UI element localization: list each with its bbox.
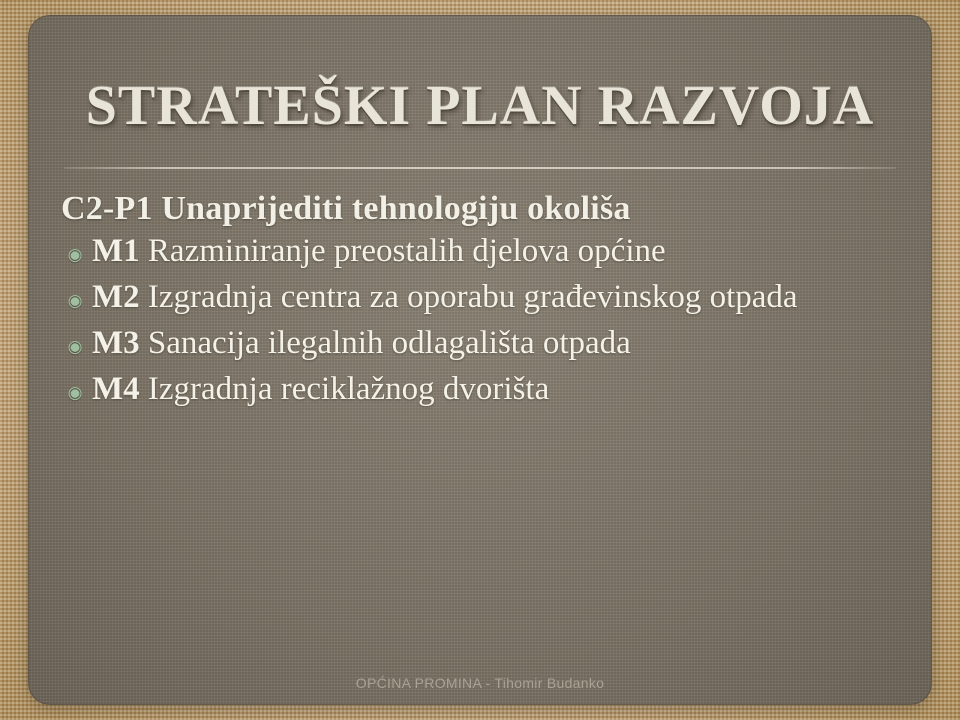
measures-list [58, 230, 908, 412]
list-item [58, 230, 908, 274]
slide-content-panel [28, 15, 932, 705]
measure-description: Izgradnja centra za oporabu građevinskog otpada [139, 278, 798, 315]
list-item-text [92, 368, 908, 412]
measure-code: M1 [92, 233, 140, 269]
list-item-text [92, 230, 908, 274]
bullet-icon: ◉ [67, 382, 83, 402]
bullet-icon: ◉ [67, 245, 83, 264]
measure-code: M4 [92, 370, 140, 407]
list-item [58, 368, 908, 412]
measure-description: Sanacija ilegalnih odlagališta otpada [139, 324, 631, 361]
section-heading: C2-P1 Unaprijediti tehnologiju okoliša [61, 190, 631, 227]
measure-description: Izgradnja reciklažnog dvorišta [139, 370, 550, 407]
measure-description: Razminiranje preostalih djelova općine [139, 233, 666, 269]
measure-code: M3 [92, 324, 140, 361]
slide-footer: OPĆINA PROMINA - Tihomir Budanko [355, 675, 605, 691]
slide-title: STRATEŠKI PLAN RAZVOJA [85, 75, 875, 137]
list-item-text [92, 276, 908, 320]
list-item-text [92, 322, 908, 366]
list-item [58, 276, 908, 320]
list-item [58, 322, 908, 366]
measure-code: M2 [92, 278, 140, 315]
bullet-icon: ◉ [67, 290, 83, 310]
title-divider [64, 167, 896, 169]
bullet-icon: ◉ [67, 336, 83, 356]
slide-body [58, 190, 908, 414]
